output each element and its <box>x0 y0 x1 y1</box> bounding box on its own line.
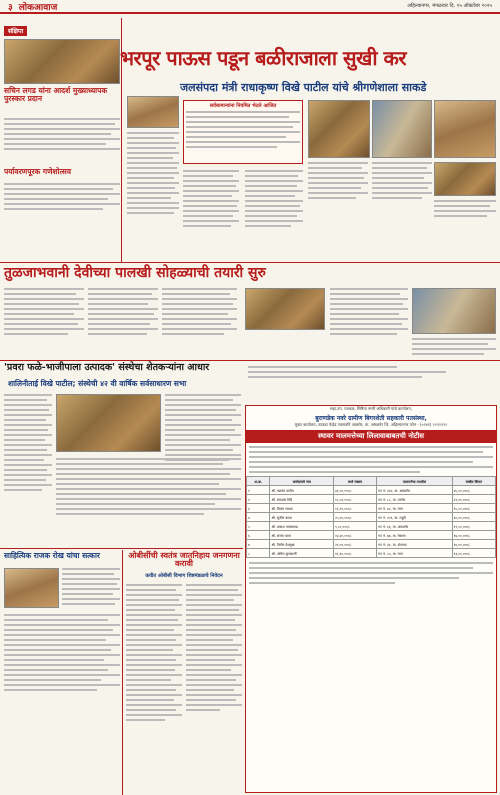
table-cell: २२,००,०००/- <box>452 495 495 504</box>
table-cell: श्री. प्रकाश गायकवाड <box>270 522 334 531</box>
award-headline: सचिन लगड यांना आदर्श मुख्याध्यापक पुरस्कार प्रदान <box>4 86 108 103</box>
pravara-headline: 'प्रवरा फळे-भाजीपाला उत्पादक' संस्थेचा शेतकऱ्यांना आधार <box>4 362 210 373</box>
inset-title: सर्वसामान्यांना नियमित भेटले आजित <box>209 103 277 109</box>
article-text <box>372 162 432 202</box>
table-cell: १३,००,०००/- <box>452 549 495 558</box>
table-cell: श्री. संजय पवार <box>270 531 334 540</box>
table-cell: गट नं. १०१, ता. राहुरी <box>377 513 452 522</box>
table-cell: १२,२०,०००/- <box>334 504 377 513</box>
table-cell: २ <box>247 495 270 504</box>
notice-footer <box>249 562 493 584</box>
table-cell: २५,००,०००/- <box>334 513 377 522</box>
notice-address: मुख्य कार्यालय, ठाकडा फेडेड गवसतनि अवसोर, ता. अमळनेर जि. अहिल्यानगर फोन - (०२४१) २२२२२२२ <box>294 422 448 427</box>
article-text <box>88 288 158 338</box>
notice-table <box>246 476 496 558</box>
table-cell: गट नं. ३१, ता. शेवगाव <box>377 540 452 549</box>
main-subhead: जलसंपदा मंत्री राधाकृष्ण विखे पाटील यांचे श्रीगणेशाला साकडे <box>180 81 427 94</box>
table-cell: १८,५०,०००/- <box>334 495 377 504</box>
table-cell: ५ <box>247 522 270 531</box>
table-cell: ३२,००,०००/- <box>334 486 377 495</box>
column-header: मालमत्तेचा तपशील <box>377 477 452 486</box>
column-header: कर्जदाराचे नाव <box>270 477 334 486</box>
temple-photo <box>412 288 496 334</box>
article-text <box>186 584 242 714</box>
table-cell: श्री. रामदास शिंदे <box>270 495 334 504</box>
table-cell: १७,००,०००/- <box>452 531 495 540</box>
minister-photo <box>127 96 179 128</box>
ganesh-pooja-photo-4 <box>434 162 496 196</box>
table-cell: गट नं. ४२, ता. नगर <box>377 504 452 513</box>
article-text <box>4 183 120 213</box>
article-text <box>248 366 496 381</box>
table-cell: ३ <box>247 504 270 513</box>
table-cell: ११,६०,०००/- <box>334 549 377 558</box>
section-rule <box>0 262 500 263</box>
table-cell: ७ <box>247 540 270 549</box>
article-text <box>165 394 241 464</box>
sahityik-headline: साहित्यिक राजक रोख यांचा सत्कार <box>4 551 100 560</box>
masthead <box>0 0 500 14</box>
table-row <box>247 486 496 495</box>
table-row <box>247 522 496 531</box>
table-row <box>247 495 496 504</box>
article-text <box>4 288 84 338</box>
table-cell: ६ <box>247 531 270 540</box>
table-cell: ११,५०,०००/- <box>452 522 495 531</box>
table-cell: श्री. विजय जाधव <box>270 504 334 513</box>
article-text <box>245 170 303 230</box>
table-row <box>247 504 496 513</box>
table-cell: ४ <box>247 513 270 522</box>
main-headline: भरपूर पाऊस पडून बळीराजाला सुखी कर <box>120 46 407 70</box>
table-cell: श्री. यशवंत पाटील <box>270 486 334 495</box>
article-text <box>56 458 241 518</box>
table-row <box>247 540 496 549</box>
dateline: अहिल्यानगर, मंगळवार दि. १५ ऑक्टोबर २०२५ <box>407 3 492 9</box>
page-number: ३ <box>8 2 13 13</box>
ganesh-pooja-photo-2 <box>372 100 432 158</box>
obc-headline: ओबीसींची स्वतंत्र जातनिहाय जनगणना करावी <box>128 551 240 569</box>
table-cell: श्री. अनिल कुलकर्णी <box>270 549 334 558</box>
left-column-top <box>4 18 120 260</box>
notice-body <box>249 446 493 473</box>
column-rule <box>122 550 123 795</box>
award-photo <box>4 39 120 84</box>
ganesh-pooja-photo-1 <box>308 100 370 158</box>
paper-logo: लोकआवाज <box>18 2 58 13</box>
article-text <box>308 162 368 202</box>
table-cell: गट नं. १२४, ता. अमळनेर <box>377 486 452 495</box>
table-cell: १५,००,०००/- <box>452 504 495 513</box>
table-row <box>247 513 496 522</box>
table-cell: ८ <box>247 549 270 558</box>
table-cell: २०,००,०००/- <box>334 540 377 549</box>
table-cell: श्री. नितीन देशमुख <box>270 540 334 549</box>
table-cell: १ <box>247 486 270 495</box>
table-cell: गट नं. ६६, ता. अमळनेर <box>377 522 452 531</box>
notice-org: बुराणडेक नवरे ग्रामीण बिगरशेती सहकारी पतसंस्था, <box>315 415 427 422</box>
article-text <box>330 288 408 338</box>
article-text <box>162 288 237 338</box>
table-row <box>247 549 496 558</box>
inset-box <box>183 100 303 164</box>
article-text <box>183 170 239 230</box>
felicitation-photo <box>4 568 59 608</box>
auction-notice <box>245 405 497 793</box>
table-cell: गट नं. ८८, ता. पारनेर <box>377 495 452 504</box>
section-rule <box>0 548 243 549</box>
notice-table-body <box>247 486 496 558</box>
article-text <box>126 584 182 724</box>
column-header: अ.क्र. <box>247 477 270 486</box>
table-cell: श्री. सुनील कदम <box>270 513 334 522</box>
table-cell: ९,८०,०००/- <box>334 522 377 531</box>
table-cell: गट नं. ५५, ता. नगर <box>377 549 452 558</box>
article-text <box>4 118 120 153</box>
article-text <box>412 338 496 358</box>
article-text <box>4 394 52 494</box>
table-cell: २४,००,०००/- <box>452 540 495 549</box>
table-row <box>247 531 496 540</box>
table-cell: ४५,००,०००/- <box>452 486 495 495</box>
table-cell: ३०,००,०००/- <box>452 513 495 522</box>
notice-top-line: सहा.उप. पत्रकार, सिरिया नगरी अधिकारी यांचे कार्यालय, <box>330 406 412 411</box>
ganesh-pooja-photo-3 <box>434 100 496 158</box>
table-cell: गट नं. ७७, ता. नेवासा <box>377 531 452 540</box>
palkhi-photo <box>245 288 325 330</box>
table-cell: १४,४०,०००/- <box>334 531 377 540</box>
article-text <box>127 132 179 217</box>
article-text <box>4 614 120 694</box>
section-tag: संक्षिप्त <box>4 26 27 36</box>
article-text <box>62 568 120 608</box>
section-rule <box>0 360 500 361</box>
notice-title: स्थावर मालमत्तेच्या लिलावाबाबतची नोटीस <box>246 430 496 443</box>
column-header: राखीव किंमत <box>452 477 495 486</box>
eco-ganesh-headline: पर्यावरणपूरक गणेशोत्सव <box>4 167 71 176</box>
pravara-meeting-photo <box>56 394 161 452</box>
tuljabhavani-headline: तुळजाभवानी देवीच्या पालखी सोहळ्याची तयारी सुरु <box>4 265 266 281</box>
column-header: कर्ज रक्कम <box>334 477 377 486</box>
article-text <box>434 200 496 220</box>
obc-subhead: कवीत ओबीसी विभाग शिष्टमंडळाचे निवेदन <box>145 573 223 579</box>
pravara-subhead: शालिनीताई विखे पाटील; संस्थेची ४२ वी वार्षिक सर्वसाधारण सभा <box>8 379 187 388</box>
table-header-row <box>247 477 496 486</box>
